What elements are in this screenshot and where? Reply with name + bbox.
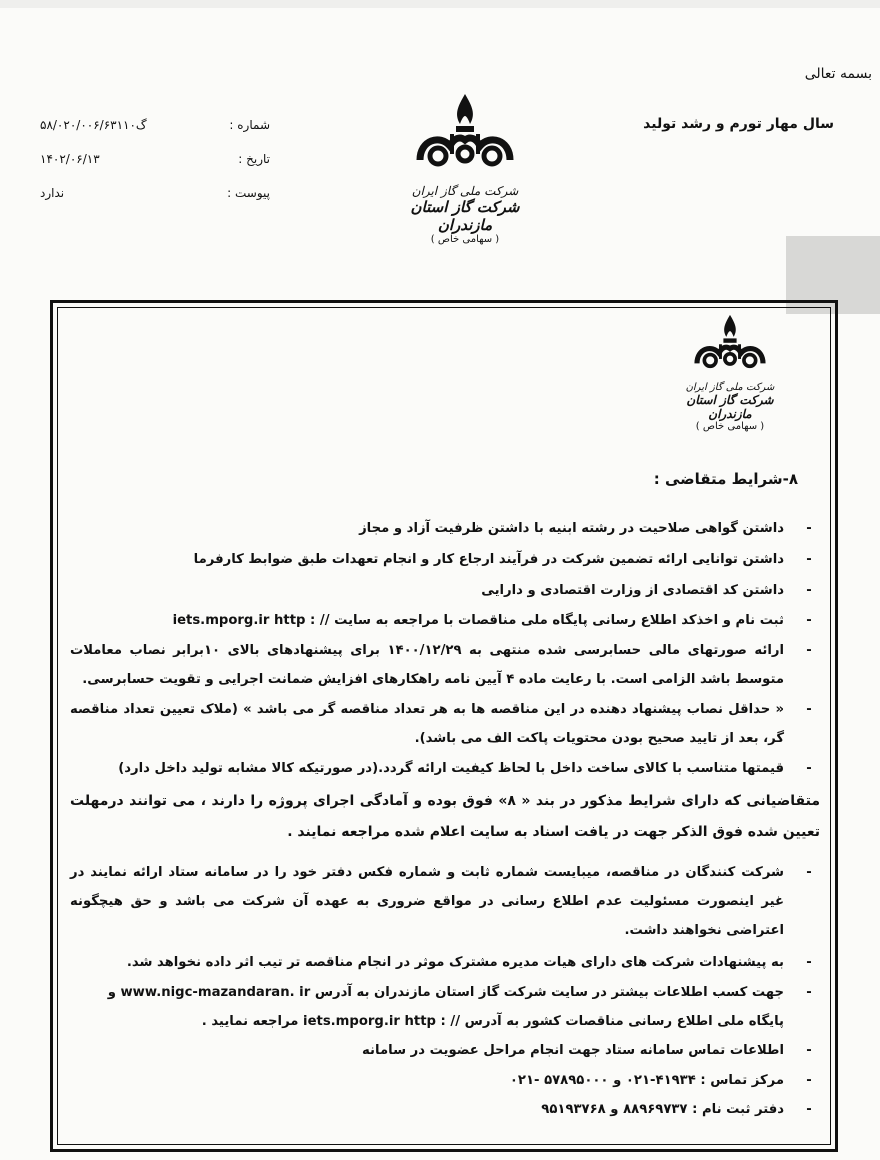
bismillah: بسمه تعالی <box>804 66 872 82</box>
list-item: - شرکت کنندگان در مناقصه، میبایست شماره ثابت و شماره فکس دفتر خود را در سامانه ستاد ارائه نمایند در غیر اینصورت مسئولیت عدم اطلاع رسانی در مواقع ضروری به عهده آن شرکت می باشد و حق هیچگونه اعتراضی نخواهند داشت. <box>70 865 812 938</box>
applicants-paragraph: متقاضیانی که دارای شرایط مذکور در بند « ۸» فوق بوده و آمادگی اجرای پروژه را دارند ، می توانند درمهلت تعیین شده فوق الذکر جهت در یافت اسناد به سایت اعلام شده مراجعه نمایند . <box>70 793 820 840</box>
list-item: - داشتن گواهی صلاحیت در رشته ابنیه با داشتن ظرفیت آزاد و مجاز <box>359 521 812 536</box>
number-label: شماره : <box>229 118 270 132</box>
section-heading: ۸-شرایط متقاضی : <box>653 470 798 488</box>
logo-line3: ( سهامی خاص ) <box>430 234 500 245</box>
letter-meta <box>40 118 270 220</box>
gas-flame-icon <box>410 90 520 180</box>
list-item: - مرکز تماس : ۴۱۹۳۴-۰۲۱ و ۵۷۸۹۵۰۰۰ -۰۲۱ <box>509 1073 812 1088</box>
logo-line3: ( سهامی خاص ) <box>695 421 765 432</box>
company-site-link[interactable]: www.nigc-mazandaran. ir <box>120 985 311 1000</box>
logo-line1: شرکت ملی گاز ایران <box>685 382 775 393</box>
attachment-value: ندارد <box>40 186 65 200</box>
company-logo <box>390 90 540 245</box>
list-item: - جهت کسب اطلاعات بیشتر در سایت شرکت گاز استان مازندران به آدرس www.nigc-mazandaran. ir و پایگاه ملی اطلاع رسانی مناقصات کشور به آدرس iets.mporg.ir http : // مراجعه نمایید . <box>107 985 812 1029</box>
logo-line2: شرکت گاز استان مازندران <box>686 393 774 421</box>
attachment-label: پیوست : <box>227 186 270 200</box>
scan-top-edge <box>0 0 880 8</box>
year-slogan: سال مهار تورم و رشد تولید <box>643 116 834 132</box>
date-label: تاریخ : <box>238 152 270 166</box>
list-item: - قیمتها متناسب با کالای ساخت داخل با لحاظ کیفیت ارائه گردد.(در صورتیکه کالا مشابه تولید داخل دارد) <box>118 761 812 776</box>
list-item: - ارائه صورتهای مالی حسابرسی شده منتهی به ۱۴۰۰/۱۲/۲۹ برای پیشنهادهای بالای ۱۰برابر نصاب معاملات متوسط باشد الزامی است. با رعایت ماده ۴ آیین نامه راهکارهای افزایش ضمانت اجرایی و تقویت حسابرسی. <box>70 643 812 687</box>
tender-site-link[interactable]: iets.mporg.ir <box>303 1014 400 1029</box>
logo-line1: شرکت ملی گاز ایران <box>411 184 519 198</box>
list-item: - اطلاعات تماس سامانه ستاد جهت انجام مراحل عضویت در سامانه <box>362 1043 812 1058</box>
list-item: - دفتر ثبت نام : ۸۸۹۶۹۷۳۷ و ۹۵۱۹۳۷۶۸ <box>541 1102 812 1117</box>
list-item: - ثبت نام و اخذکد اطلاع رسانی پایگاه ملی مناقصات با مراجعه به سایت iets.mporg.ir http : // <box>172 613 812 628</box>
list-item: - داشتن کد اقتصادی از وزارت اقتصادی و دارایی <box>481 583 812 598</box>
list-item: - « حداقل نصاب پیشنهاد دهنده در این مناقصه ها به هر تعداد مناقصه گر می باشد » (ملاک تعیین تعداد مناقصه گر، بعد از تایید صحیح بودن محتویات پاکت الف می باشد). <box>70 702 812 746</box>
number-value: گ۵۸/۰۲۰/۰۰۶/۶۳۱۱۰ <box>40 118 147 132</box>
site-link[interactable]: iets.mporg.ir <box>172 613 270 628</box>
list-item: - به پیشنهادات شرکت های دارای هیات مدیره مشترک موثر در انجام مناقصه تر تیب اثر داده نخواهد شد. <box>126 955 812 970</box>
date-value: ۱۴۰۲/۰۶/۱۳ <box>40 152 100 166</box>
logo-line2: شرکت گاز استان مازندران <box>410 198 520 234</box>
gas-flame-icon <box>687 312 773 378</box>
list-item: - داشتن توانایی ارائه تضمین شرکت در فرآیند ارجاع کار و انجام تعهدات طبق ضوابط کارفرما <box>193 552 812 567</box>
company-logo-inner <box>670 312 790 432</box>
